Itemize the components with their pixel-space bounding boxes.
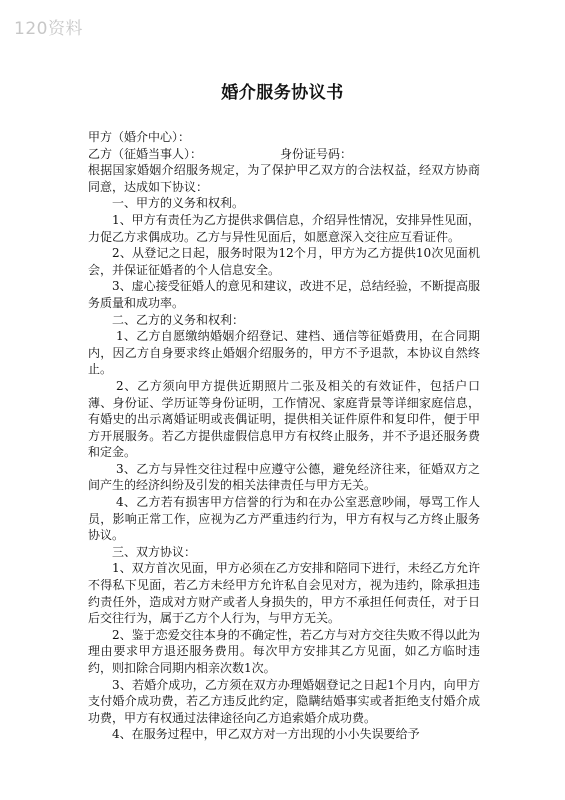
clause-3-1: 1、双方首次见面，甲方必须在乙方安排和陪同下进行，未经乙方允许不得私下见面，若乙方未经甲方允许私自会见对方，视为违约，除承担违约责任外，造成对方财产或者人身损失的，甲方不承担任何责任，对于日后交往行为，属于乙方个人行为，与甲方无关。 (88, 561, 480, 626)
clause-2-3: 3、乙方与异性交往过程中应遵守公德，避免经济往来，征婚双方之间产生的经济纠纷及引发的相关法律责任与甲方无关。 (88, 461, 480, 493)
watermark: 120资料 (14, 19, 83, 39)
party-b-line (88, 146, 480, 163)
section-heading-3: 三、双方协议： (112, 544, 197, 559)
clause-3-4: 4、在服务过程中，甲乙双方对一方出现的小小失误要给予 (112, 727, 420, 742)
section-heading-1: 一、甲方的义务和权利。 (112, 196, 245, 211)
party-b-label: 乙方（征婚当事人）： (88, 146, 203, 161)
document-title: 婚介服务协议书 (221, 83, 344, 103)
clause-2-1: 1、乙方自愿缴纳婚姻介绍登记、建档、通信等征婚费用，在合同期内，因乙方自身要求终止婚姻介绍服务的，甲方不予退款，本协议自然终止。 (88, 329, 480, 377)
clause-1-2: 2、从登记之日起，服务时限为12个月，甲方为乙方提供10次见面机会，并保证征婚者的个人信息安全。 (88, 246, 480, 277)
clause-1-1: 1、甲方有责任为乙方提供求偶信息，介绍异性情况，安排异性见面，力促乙方求偶成功。乙方与异性见面后，如愿意深入交往应互看证件。 (88, 212, 480, 244)
document-body (88, 129, 480, 743)
clause-3-3: 3、若婚介成功，乙方须在双方办理婚姻登记之日起1个月内，向甲方支付婚介成功费，若乙方违反此约定，隐瞒结婚事实或者拒绝支付婚介成功费，甲方有权通过法律途径向乙方追索婚介成功费。 (88, 677, 480, 725)
clause-2-2: 2、乙方须向甲方提供近期照片二张及相关的有效证件，包括户口薄、身份证、学历证等身份证明，工作情况、家庭背景等详细家庭信息，有婚史的出示离婚证明或丧偶证明，提供相关证件原件和复印件，便于甲方开展服务。若乙方提供虚假信息甲方有权终止服务，并不予退还服务费和定金。 (88, 378, 480, 460)
clause-2-4: 4、乙方若有损害甲方信誉的行为和在办公室恶意吵闹，辱骂工作人员，影响正常工作，应视为乙方严重违约行为，甲方有权与乙方终止服务协议。 (88, 495, 480, 543)
id-number-label: 身份证号码： (280, 146, 353, 161)
section-heading-2: 二、乙方的义务和权利： (112, 312, 245, 327)
clause-1-3: 3、虚心接受征婚人的意见和建议，改进不足，总结经验，不断提高服务质量和成功率。 (88, 279, 480, 310)
party-a-label: 甲方（婚介中心）： (88, 130, 191, 144)
intro-paragraph: 根据国家婚姻介绍服务规定，为了保护甲乙双方的合法权益，经双方协商同意，达成如下协议： (88, 163, 480, 194)
clause-3-2: 2、鉴于恋爱交往本身的不确定性，若乙方与对方交往失败不得以此为理由要求甲方退还服务费用。每次甲方安排其乙方见面，如乙方临时违约，则扣除合同期内相亲次数1次。 (88, 627, 480, 675)
party-a-line (88, 129, 480, 146)
